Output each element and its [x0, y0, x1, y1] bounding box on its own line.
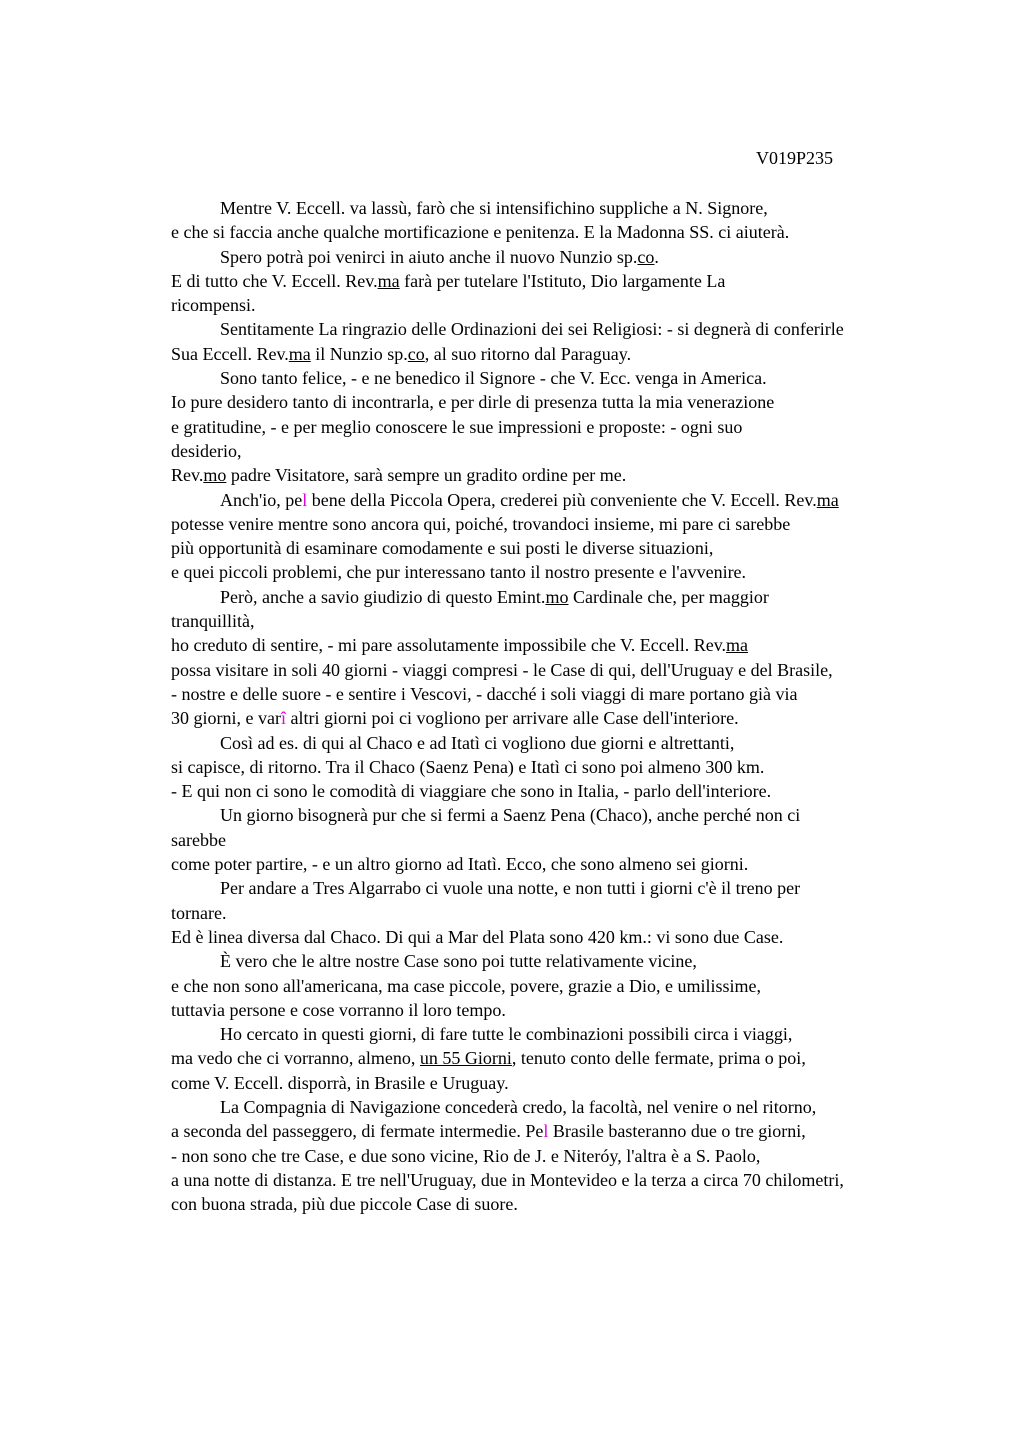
- letter-body: [171, 196, 971, 1216]
- highlighted-letter: l: [543, 1121, 549, 1142]
- text-segment: Sono tanto felice, - e ne benedico il Signore - che V. Ecc. venga in America.: [220, 368, 767, 389]
- underlined-abbreviation: ma: [726, 635, 749, 656]
- text-line: [171, 1119, 971, 1143]
- text-line: [171, 706, 971, 730]
- text-line: [171, 415, 971, 439]
- text-line: [171, 901, 971, 925]
- underlined-abbreviation: ma: [377, 270, 400, 291]
- text-segment: con buona strada, più due piccole Case di suore.: [171, 1194, 518, 1215]
- text-line: [171, 682, 971, 706]
- text-segment: - E qui non ci sono le comodità di viaggiare che sono in Italia, - parlo dell'interiore.: [171, 781, 772, 802]
- text-line: [171, 633, 971, 657]
- text-segment: bene della Piccola Opera, crederei più conveniente che V. Eccell. Rev.: [307, 489, 817, 510]
- text-line: [171, 512, 971, 536]
- text-segment: Rev.: [171, 465, 204, 486]
- text-segment: Per andare a Tres Algarrabo ci vuole una notte, e non tutti i giorni c'è il treno per: [220, 878, 801, 899]
- text-line: [171, 439, 971, 463]
- text-line: [171, 342, 971, 366]
- text-line: [171, 1192, 971, 1216]
- text-line: [171, 852, 971, 876]
- text-line: [171, 779, 971, 803]
- text-segment: potesse venire mentre sono ancora qui, poiché, trovandoci insieme, mi pare ci sarebbe: [171, 513, 791, 534]
- text-line: [171, 731, 971, 755]
- text-segment: Però, anche a savio giudizio di questo Emint.: [220, 586, 546, 607]
- text-line: [171, 755, 971, 779]
- text-segment: tornare.: [171, 902, 227, 923]
- text-segment: Un giorno bisognerà pur che si fermi a Saenz Pena (Chaco), anche perché non ci: [220, 805, 801, 826]
- text-line: [171, 366, 971, 390]
- text-line: [171, 1095, 971, 1119]
- text-segment: come poter partire, - e un altro giorno ad Itatì. Ecco, che sono almeno sei giorni.: [171, 854, 749, 875]
- text-line: [171, 269, 971, 293]
- text-line: [171, 585, 971, 609]
- text-segment: Spero potrà poi venirci in aiuto anche il nuovo Nunzio sp.: [220, 246, 638, 267]
- text-segment: Ed è linea diversa dal Chaco. Di qui a Mar del Plata sono 420 km.: vi sono due Case.: [171, 926, 784, 947]
- text-segment: La Compagnia di Navigazione concederà credo, la facoltà, nel venire o nel ritorno,: [220, 1096, 817, 1117]
- text-segment: 30 giorni, e var: [171, 708, 281, 729]
- text-line: [171, 609, 971, 633]
- underlined-abbreviation: mo: [203, 465, 227, 486]
- text-segment: Sentitamente La ringrazio delle Ordinazioni dei sei Religiosi: - si degnerà di conferirle: [220, 319, 844, 340]
- text-segment: tranquillità,: [171, 611, 255, 632]
- text-line: [171, 317, 971, 341]
- text-segment: il Nunzio sp.: [310, 343, 408, 364]
- text-segment: e che non sono all'americana, ma case piccole, povere, grazie a Dio, e umilissime,: [171, 975, 762, 996]
- text-segment: si capisce, di ritorno. Tra il Chaco (Saenz Pena) e Itatì ci sono poi almeno 300 km.: [171, 756, 765, 777]
- text-segment: e gratitudine, - e per meglio conoscere le sue impressioni e proposte: - ogni suo: [171, 416, 743, 437]
- text-segment: Io pure desidero tanto di incontrarla, e per dirle di presenza tutta la mia venerazione: [171, 392, 775, 413]
- text-line: [171, 828, 971, 852]
- text-line: [171, 925, 971, 949]
- text-line: [171, 1022, 971, 1046]
- highlighted-letter: l: [302, 489, 308, 510]
- text-segment: come V. Eccell. disporrà, in Brasile e Uruguay.: [171, 1072, 509, 1093]
- text-segment: .: [654, 246, 659, 267]
- text-segment: Anch'io, pe: [220, 489, 303, 510]
- text-line: [171, 974, 971, 998]
- text-segment: È vero che le altre nostre Case sono poi tutte relativamente vicine,: [220, 951, 697, 972]
- text-segment: sarebbe: [171, 829, 226, 850]
- text-segment: padre Visitatore, sarà sempre un gradito ordine per me.: [226, 465, 627, 486]
- text-segment: Ho cercato in questi giorni, di fare tutte le combinazioni possibili circa i viaggi,: [220, 1024, 793, 1045]
- text-segment: possa visitare in soli 40 giorni - viaggi compresi - le Case di qui, dell'Uruguay e del Brasile,: [171, 659, 833, 680]
- underlined-abbreviation: co: [407, 343, 425, 364]
- text-line: [171, 220, 971, 244]
- text-segment: E di tutto che V. Eccell. Rev.: [171, 270, 378, 291]
- text-segment: e che si faccia anche qualche mortificazione e penitenza. E la Madonna SS. ci aiuterà.: [171, 222, 790, 243]
- text-line: [171, 560, 971, 584]
- text-segment: Sua Eccell. Rev.: [171, 343, 289, 364]
- text-segment: , al suo ritorno dal Paraguay.: [424, 343, 632, 364]
- text-segment: desiderio,: [171, 440, 242, 461]
- text-segment: , tenuto conto delle fermate, prima o poi,: [511, 1048, 806, 1069]
- text-segment: a una notte di distanza. E tre nell'Uruguay, due in Montevideo e la terza a circa 70 chilometri,: [171, 1169, 844, 1190]
- text-line: [171, 1168, 971, 1192]
- text-line: [171, 463, 971, 487]
- highlighted-letter: î: [280, 708, 286, 729]
- text-segment: - nostre e delle suore - e sentire i Vescovi, - dacché i soli viaggi di mare portano già via: [171, 683, 798, 704]
- text-segment: ho creduto di sentire, - mi pare assolutamente impossibile che V. Eccell. Rev.: [171, 635, 727, 656]
- text-line: [171, 293, 971, 317]
- text-line: [171, 488, 971, 512]
- text-segment: tuttavia persone e cose vorranno il loro tempo.: [171, 999, 506, 1020]
- text-segment: più opportunità di esaminare comodamente e sui posti le diverse situazioni,: [171, 538, 714, 559]
- text-segment: ricompensi.: [171, 295, 256, 316]
- text-segment: ma vedo che ci vorranno, almeno,: [171, 1048, 420, 1069]
- text-segment: a seconda del passeggero, di fermate intermedie. Pe: [171, 1121, 544, 1142]
- text-segment: e quei piccoli problemi, che pur interessano tanto il nostro presente e l'avvenire.: [171, 562, 747, 583]
- text-line: [171, 949, 971, 973]
- text-segment: Così ad es. di qui al Chaco e ad Itatì ci vogliono due giorni e altrettanti,: [220, 732, 735, 753]
- text-line: [171, 536, 971, 560]
- text-line: [171, 390, 971, 414]
- text-line: [171, 658, 971, 682]
- text-line: [171, 196, 971, 220]
- text-line: [171, 998, 971, 1022]
- underlined-abbreviation: mo: [545, 586, 569, 607]
- text-line: [171, 1071, 971, 1095]
- text-line: [171, 876, 971, 900]
- text-line: [171, 245, 971, 269]
- text-segment: Cardinale che, per maggior: [568, 586, 769, 607]
- underlined-abbreviation: un 55 Giorni: [419, 1048, 512, 1069]
- text-segment: - non sono che tre Case, e due sono vicine, Rio de J. e Niteróy, l'altra è a S. Paolo,: [171, 1145, 761, 1166]
- text-line: [171, 1144, 971, 1168]
- underlined-abbreviation: ma: [816, 489, 839, 510]
- text-segment: Mentre V. Eccell. va lassù, farò che si intensifichino suppliche a N. Signore,: [220, 198, 768, 218]
- text-segment: Brasile basteranno due o tre giorni,: [548, 1121, 806, 1142]
- page-identifier: V019P235: [756, 148, 834, 168]
- underlined-abbreviation: co: [637, 246, 655, 267]
- text-segment: altri giorni poi ci vogliono per arrivare alle Case dell'interiore.: [285, 708, 739, 729]
- underlined-abbreviation: ma: [288, 343, 311, 364]
- text-segment: farà per tutelare l'Istituto, Dio largamente La: [399, 270, 726, 291]
- text-line: [171, 803, 971, 827]
- text-line: [171, 1046, 971, 1070]
